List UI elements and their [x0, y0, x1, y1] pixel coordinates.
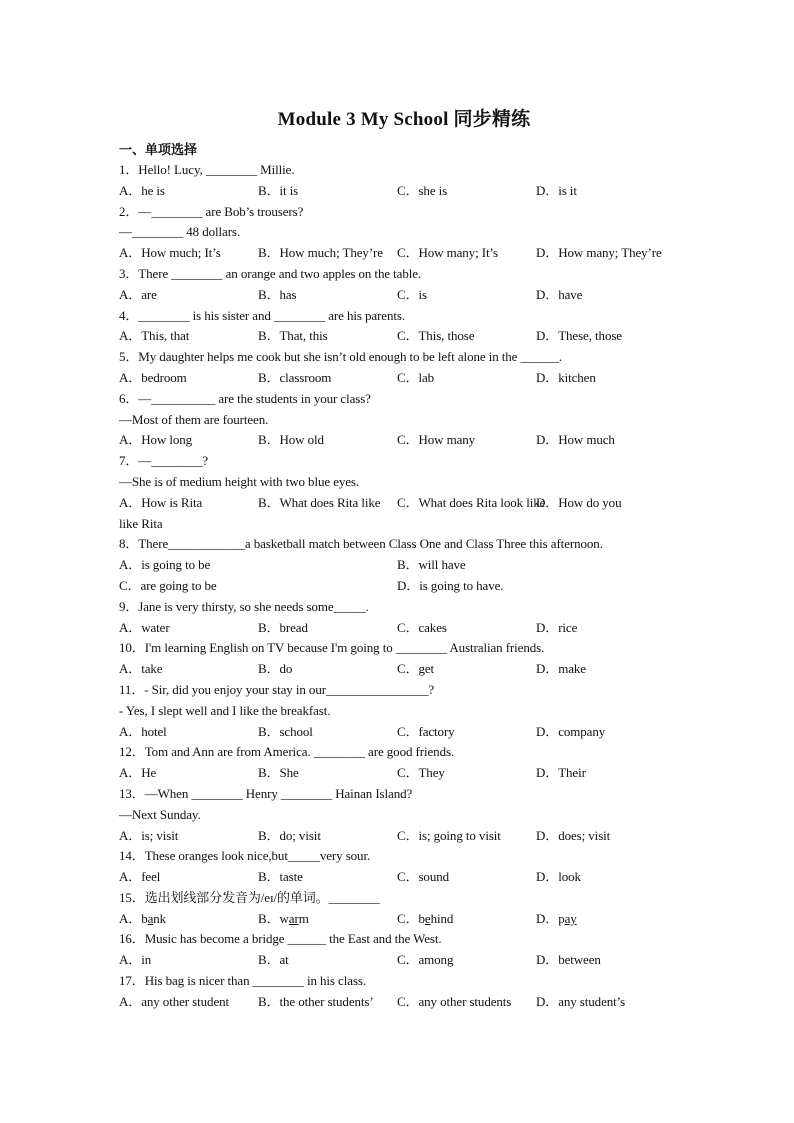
option-d[interactable]: D．kitchen — [536, 369, 596, 385]
option-a[interactable]: A．is; visit — [119, 827, 179, 843]
option-a[interactable]: A．in — [119, 952, 152, 968]
option-a[interactable]: A．He — [119, 765, 157, 781]
option-c[interactable]: C．How many — [397, 432, 476, 448]
option-a[interactable]: A．bedroom — [119, 369, 187, 385]
option-d[interactable]: D．rice — [536, 619, 578, 635]
question-9-stem: 9．Jane is very thirsty, so she needs some_____. — [119, 598, 369, 614]
question-3-stem: 3．There ________ an orange and two apples on the table. — [119, 265, 422, 281]
option-a[interactable]: A．How long — [119, 432, 193, 448]
option-d[interactable]: D．look — [536, 869, 581, 885]
option-c[interactable]: C．behind — [397, 910, 454, 926]
option-a[interactable]: A．water — [119, 619, 170, 635]
option-d[interactable]: D．pay — [536, 910, 577, 926]
question-11-options — [119, 722, 689, 743]
option-d[interactable]: D．make — [536, 661, 586, 677]
option-d[interactable]: D．How many; They’re — [536, 245, 662, 261]
option-b[interactable]: B．warm — [258, 910, 309, 926]
option-b[interactable]: B．the other students’ — [258, 993, 374, 1009]
option-d[interactable]: D．any student’s — [536, 993, 626, 1009]
option-c[interactable]: C．sound — [397, 869, 450, 885]
question-12-options — [119, 763, 689, 784]
option-a[interactable]: A．take — [119, 661, 163, 677]
option-b[interactable]: B．How old — [258, 432, 324, 448]
option-b[interactable]: B．it is — [258, 182, 299, 198]
option-b[interactable]: B．school — [258, 723, 313, 739]
question-6-stem-reply: —Most of them are fourteen. — [119, 411, 269, 427]
question-11-stem-reply: - Yes, I slept well and I like the breakfast. — [119, 702, 331, 718]
question-9-options — [119, 618, 689, 639]
page-title: Module 3 My School 同步精练 — [277, 109, 531, 130]
underlined-letters: a — [147, 910, 154, 926]
question-13-stem-reply: —Next Sunday. — [119, 806, 201, 822]
option-a[interactable]: A．This, that — [119, 328, 190, 344]
option-c[interactable]: C．lab — [397, 369, 435, 385]
option-a[interactable]: A．is going to be — [119, 557, 211, 573]
question-8-options-row2 — [119, 576, 689, 597]
option-b[interactable]: B．What does Rita like — [258, 494, 381, 510]
option-d[interactable]: D．How do you — [536, 494, 622, 510]
question-16-stem: 16．Music has become a bridge ______ the East and the West. — [119, 931, 442, 947]
option-a[interactable]: A．any other student — [119, 993, 230, 1009]
question-4-options — [119, 326, 689, 347]
option-c[interactable]: C．What does Rita look like — [397, 494, 546, 510]
option-a[interactable]: A．How much; It’s — [119, 245, 221, 261]
option-d[interactable]: D．have — [536, 286, 583, 302]
question-8-options-row1 — [119, 555, 689, 576]
question-6-stem: 6．—__________ are the students in your class? — [119, 390, 371, 406]
question-5-stem: 5．My daughter helps me cook but she isn’t old enough to be left alone in the ______. — [119, 349, 563, 365]
question-3-options — [119, 285, 689, 306]
question-7-options — [119, 493, 689, 514]
question-2-options — [119, 243, 689, 264]
section-heading: 一、单项选择 — [119, 142, 198, 157]
question-1-stem: 1．Hello! Lucy, ________ Millie. — [119, 162, 295, 177]
question-10-stem: 10．I'm learning English on TV because I'm going to ________ Australian friends. — [119, 640, 545, 656]
option-d[interactable]: D．Their — [536, 765, 586, 781]
underlined-letters: ay — [564, 910, 577, 926]
question-6-options — [119, 430, 689, 451]
option-b[interactable]: B．will have — [397, 557, 466, 573]
underlined-letters: ar — [288, 910, 299, 926]
question-15-stem: 15．选出划线部分发音为/eɪ/的单词。________ — [119, 889, 380, 905]
question-2-stem-reply: —________ 48 dollars. — [119, 224, 241, 240]
question-16-options — [119, 950, 689, 971]
option-c[interactable]: C．among — [397, 952, 454, 968]
question-4-stem: 4．________ is his sister and ________ are his parents. — [119, 307, 405, 323]
option-b[interactable]: B．That, this — [258, 328, 328, 344]
question-15-options — [119, 909, 689, 930]
option-a[interactable]: A．feel — [119, 869, 161, 885]
option-c[interactable]: C．she is — [397, 182, 448, 198]
option-c[interactable]: C．They — [397, 765, 445, 781]
question-13-options — [119, 826, 689, 847]
question-17-options — [119, 992, 689, 1013]
question-7-option-d-wrap: like Rita — [119, 515, 163, 531]
option-c[interactable]: C．is — [397, 286, 427, 302]
question-14-options — [119, 867, 689, 888]
underlined-letters: e — [424, 910, 431, 926]
question-1-options — [119, 181, 689, 202]
option-a[interactable]: A．How is Rita — [119, 494, 203, 510]
option-d[interactable]: D．is it — [536, 182, 577, 198]
option-b[interactable]: B．bread — [258, 619, 308, 635]
option-c[interactable]: C．get — [397, 661, 435, 677]
question-12-stem: 12．Tom and Ann are from America. ________ are good friends. — [119, 744, 455, 760]
option-d[interactable]: D．between — [536, 952, 601, 968]
option-d[interactable]: D．These, those — [536, 328, 622, 344]
option-c[interactable]: C．cakes — [397, 619, 447, 635]
question-13-stem: 13．—When ________ Henry ________ Hainan Island? — [119, 785, 413, 801]
option-b[interactable]: B．How much; They’re — [258, 245, 383, 261]
option-b[interactable]: B．do — [258, 661, 293, 677]
option-c[interactable]: C．are going to be — [119, 577, 217, 593]
option-c[interactable]: C．This, those — [397, 328, 475, 344]
question-2-stem: 2．—________ are Bob’s trousers? — [119, 203, 304, 219]
option-b[interactable]: B．at — [258, 952, 289, 968]
option-c[interactable]: C．is; going to visit — [397, 827, 501, 843]
option-c[interactable]: C．factory — [397, 723, 455, 739]
option-a[interactable]: A．hotel — [119, 723, 167, 739]
option-b[interactable]: B．She — [258, 765, 299, 781]
worksheet-page — [119, 104, 689, 1013]
question-17-stem: 17．His bag is nicer than ________ in his class. — [119, 973, 366, 989]
option-a[interactable]: A．bank — [119, 910, 167, 926]
question-10-options — [119, 659, 689, 680]
option-a[interactable]: A．he is — [119, 182, 165, 198]
option-d[interactable]: D．How much — [536, 432, 615, 448]
question-5-options — [119, 368, 689, 389]
option-a[interactable]: A．are — [119, 286, 157, 302]
option-b[interactable]: B．do; visit — [258, 827, 321, 843]
option-b[interactable]: B．taste — [258, 869, 303, 885]
question-14-stem: 14．These oranges look nice,but_____very sour. — [119, 848, 371, 864]
question-7-stem: 7．—________? — [119, 453, 209, 469]
option-c[interactable]: C．How many; It’s — [397, 245, 498, 261]
option-b[interactable]: B．has — [258, 286, 297, 302]
option-b[interactable]: B．classroom — [258, 369, 332, 385]
option-c[interactable]: C．any other students — [397, 993, 512, 1009]
question-7-stem-reply: —She is of medium height with two blue eyes. — [119, 473, 360, 489]
option-d[interactable]: D．company — [536, 723, 606, 739]
option-d[interactable]: D．does; visit — [536, 827, 611, 843]
question-8-stem: 8．There____________a basketball match between Class One and Class Three this afternoon. — [119, 536, 603, 552]
question-11-stem: 11．- Sir, did you enjoy your stay in our________________? — [119, 681, 435, 697]
option-d[interactable]: D．is going to have. — [397, 577, 504, 593]
